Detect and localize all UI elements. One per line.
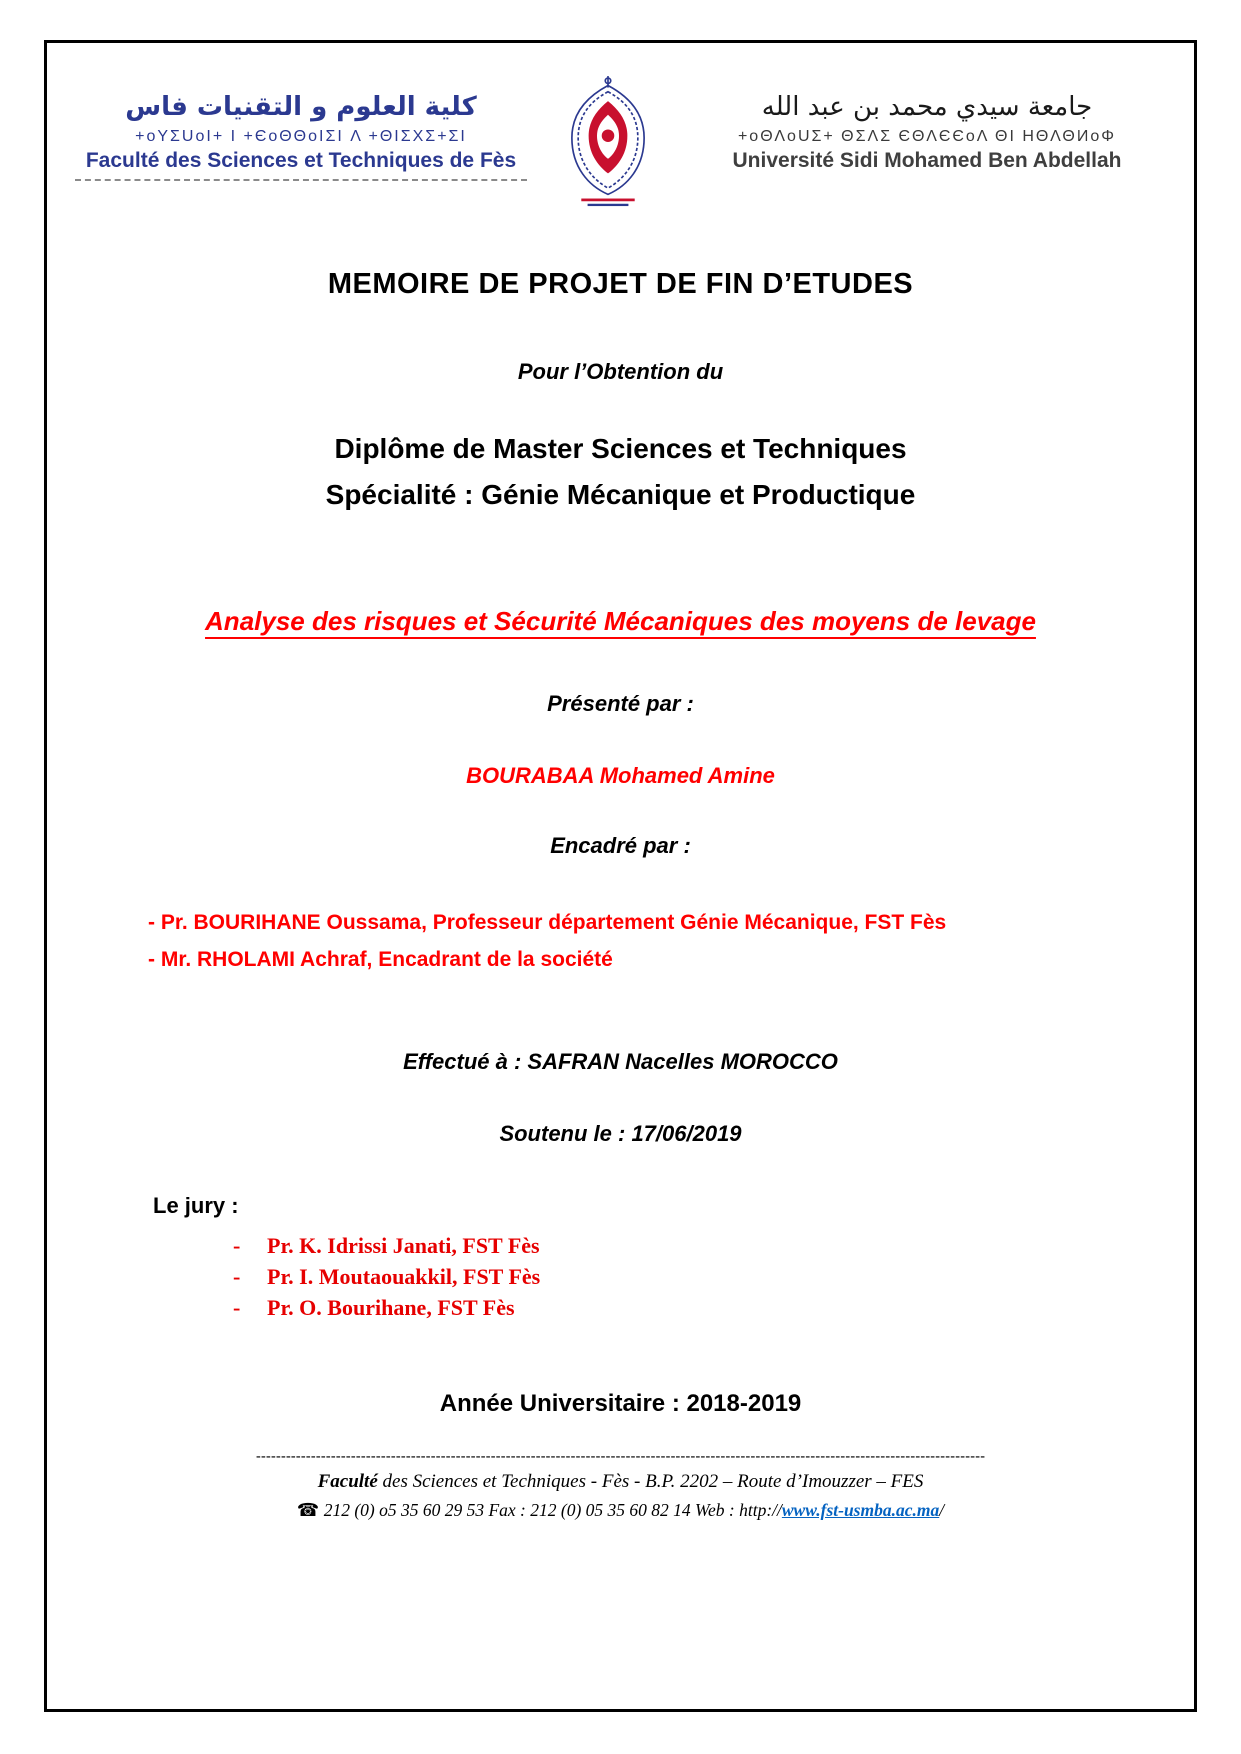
specialty-line: Spécialité : Génie Mécanique et Productique [325,479,916,510]
header [75,75,1166,214]
defense-date-line: Soutenu le : 17/06/2019 [499,1121,742,1146]
decorative-dashed-line [75,179,527,181]
page-border-frame [44,40,1197,1712]
supervisor-item: - Mr. RHOLAMI Achraf, Encadrant de la société [148,948,613,971]
thesis-title: Analyse des risques et Sécurité Mécaniques des moyens de levage [205,606,1036,636]
supervisor-item: - Pr. BOURIHANE Oussama, Professeur département Génie Mécanique, FST Fès [148,911,947,934]
faculty-name-french: Faculté des Sciences et Techniques de Fès [85,148,517,172]
faculty-identity-block [75,75,527,181]
obtention-label: Pour l’Obtention du [517,359,724,384]
jury-bullet: - [233,1264,241,1289]
jury-member-name: Pr. O. Bourihane, FST Fès [267,1295,515,1320]
footer-address-line [75,1469,1166,1495]
jury-member-row [233,1261,1166,1292]
website-link[interactable]: www.fst-usmba.ac.ma [781,1500,940,1520]
university-name-french: Université Sidi Mohamed Ben Abdellah [732,148,1122,172]
academic-year-line: Année Universitaire : 2018-2019 [439,1390,802,1417]
jury-list [233,1230,1166,1323]
jury-member-row [233,1292,1166,1323]
author-name: BOURABAA Mohamed Amine [466,763,775,788]
footer-address-text: des Sciences et Techniques - Fès - B.P. 2202 – Route d’Imouzzer – FES [377,1471,924,1492]
footer-faculty-word: Faculté [317,1471,378,1492]
supervised-by-label: Encadré par : [550,833,691,858]
university-name-arabic: جامعة سيدي محمد بن عبد الله [761,92,1093,122]
jury-bullet: - [233,1233,241,1258]
footer-contact-line [75,1497,1166,1524]
jury-bullet: - [233,1295,241,1320]
faculty-name-tifinagh: +oYΣUoI+ I +ЄoΘΘoIΣI Λ +ΘIΣΧΣ+ΣI [135,127,467,145]
host-company-line: Effectué à : SAFRAN Nacelles MOROCCO [403,1049,838,1074]
faculty-name-arabic: كلية العلوم و التقنيات فاس [125,92,477,122]
university-name-tifinagh: +oΘΛoUΣ+ ΘΣΛΣ ЄΘΛЄЄoΛ ΘI ΗΘΛΘИoΦ [737,127,1117,145]
footer-contact-suffix: / [939,1500,945,1520]
jury-member-name: Pr. I. Moutaouakkil, FST Fès [267,1264,541,1289]
jury-member-name: Pr. K. Idrissi Janati, FST Fès [267,1233,540,1258]
jury-label: Le jury : [153,1193,239,1218]
university-logo-icon [548,75,668,214]
footer-contact-text: 212 (0) o5 35 60 29 53 Fax : 212 (0) 05 35 60 82 14 Web : http:// [319,1500,782,1520]
phone-icon: ☎ [296,1500,320,1521]
supervisors-list [148,904,1166,978]
jury-member-row [233,1230,1166,1261]
diploma-block [75,426,1166,518]
document-title: MEMOIRE DE PROJET DE FIN D’ETUDES [327,268,914,300]
presented-by-label: Présenté par : [547,691,694,716]
footer-separator: -------------------------------------------------------------------------------------------------------------------------------------------------- [255,1448,986,1465]
university-identity-block [688,75,1166,174]
diploma-line: Diplôme de Master Sciences et Techniques [334,433,907,464]
